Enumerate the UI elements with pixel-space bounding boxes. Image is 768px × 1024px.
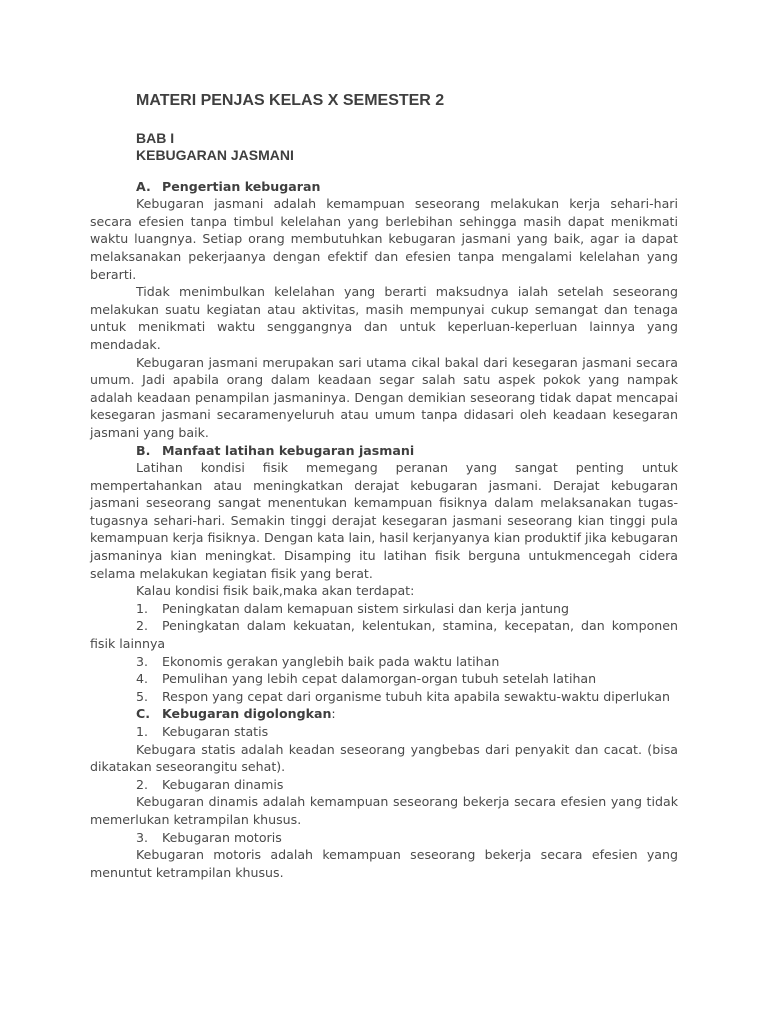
list-item: 2. Peningkatan dalam kekuatan, kelentukan, stamina, kecepatan, dan komponen fisik lainnya [90, 618, 678, 652]
section-c-heading [136, 705, 678, 723]
section-c-title: Kebugaran digolongkan [162, 706, 332, 722]
document-body [90, 92, 678, 881]
section-b-label: B. [136, 442, 151, 458]
section-a-title: Pengertian kebugaran [162, 178, 321, 194]
list-item: 1. Peningkatan dalam kemapuan sistem sirkulasi dan kerja jantung [136, 600, 569, 616]
list-intro: Kalau kondisi fisik baik,maka akan terdapat: [136, 583, 415, 599]
chapter-title: KEBUGARAN JASMANI [136, 146, 294, 163]
chapter-number: BAB I [136, 129, 175, 146]
document-title: MATERI PENJAS KELAS X SEMESTER 2 [136, 92, 445, 109]
section-a-label: A. [136, 178, 151, 194]
list-item: 5. Respon yang cepat dari organisme tubuh kita apabila sewaktu-waktu diperlukan [136, 688, 670, 704]
list-item: 1. Kebugaran statis [136, 724, 269, 739]
paragraph: Kebugara statis adalah keadan seseorang yangbebas dari penyakit dan cacat. (bisa dikatakan seseorangitu sehat). [90, 741, 678, 775]
section-b-heading [136, 442, 678, 460]
section-b-title: Manfaat latihan kebugaran jasmani [162, 442, 415, 458]
paragraph: Kebugaran dinamis adalah kemampuan seseorang bekerja secara efesien yang tidak memerlukan ketrampilan khusus. [90, 794, 678, 827]
paragraph: Kebugaran jasmani merupakan sari utama cikal bakal dari kesegaran jasmani secara umum. Jadi apabila orang dalam keadaan segar salah satu aspek pokok yang nampak adalah keadaan penampilan jasmaninya. Dengan demikian seseorang tidak dapat mencapai kesegaran jasmani secaramenyeluruh atau umum tanpa didasari oleh keadaan kesegaran jasmani yang baik. [90, 354, 678, 440]
section-a-heading [136, 178, 678, 196]
list-item: 3. Kebugaran motoris [136, 829, 282, 845]
list-item: 3. Ekonomis gerakan yanglebih baik pada waktu latihan [136, 653, 500, 669]
list-item: 4. Pemulihan yang lebih cepat dalamorgan-organ tubuh setelah latihan [136, 671, 597, 687]
paragraph: Latihan kondisi fisik memegang peranan yang sangat penting untuk mempertahankan atau meningkatkan derajat kebugaran jasmani. Derajat kebugaran jasmani seseorang sangat menentukan kemampuan fisiknya dalam melaksanakan tugas-tugasnya sehari-hari. Semakin tinggi derajat kesegaran jasmani seseorang kian tinggi pula kemampuan kerja fisiknya. Dengan kata lain, hasil kerjanyanya kian produktif jika kebugaran jasmaninya kian meningkat. Disamping itu latihan fisik berguna untukmencegah cidera selama melakukan kegiatan fisik yang berat. [90, 460, 678, 581]
section-c-label: C. [136, 706, 151, 722]
paragraph: Tidak menimbulkan kelelahan yang berarti maksudnya ialah setelah seseorang melakukan suatu kegiatan atau aktivitas, masih mempunyai cukup semangat dan tenaga untuk menikmati waktu senggangnya dan untuk keperluan-keperluan lainnya yang mendadak. [90, 284, 678, 352]
paragraph: Kebugaran motoris adalah kemampuan seseorang bekerja secara efesien yang menuntut ketrampilan khusus. [90, 847, 678, 880]
paragraph: Kebugaran jasmani adalah kemampuan seseorang melakukan kerja sehari-hari secara efesien tanpa timbul kelelahan yang berlebihan sehingga masih dapat menikmati waktu luangnya. Setiap orang membutuhkan kebugaran jasmani yang baik, agar ia dapat melaksanakan pekerjaanya dengan efektif dan efesien tanpa mengalami kelelahan yang berarti. [90, 196, 678, 282]
list-item: 2. Kebugaran dinamis [136, 776, 284, 792]
section-c-colon: : [331, 706, 336, 722]
